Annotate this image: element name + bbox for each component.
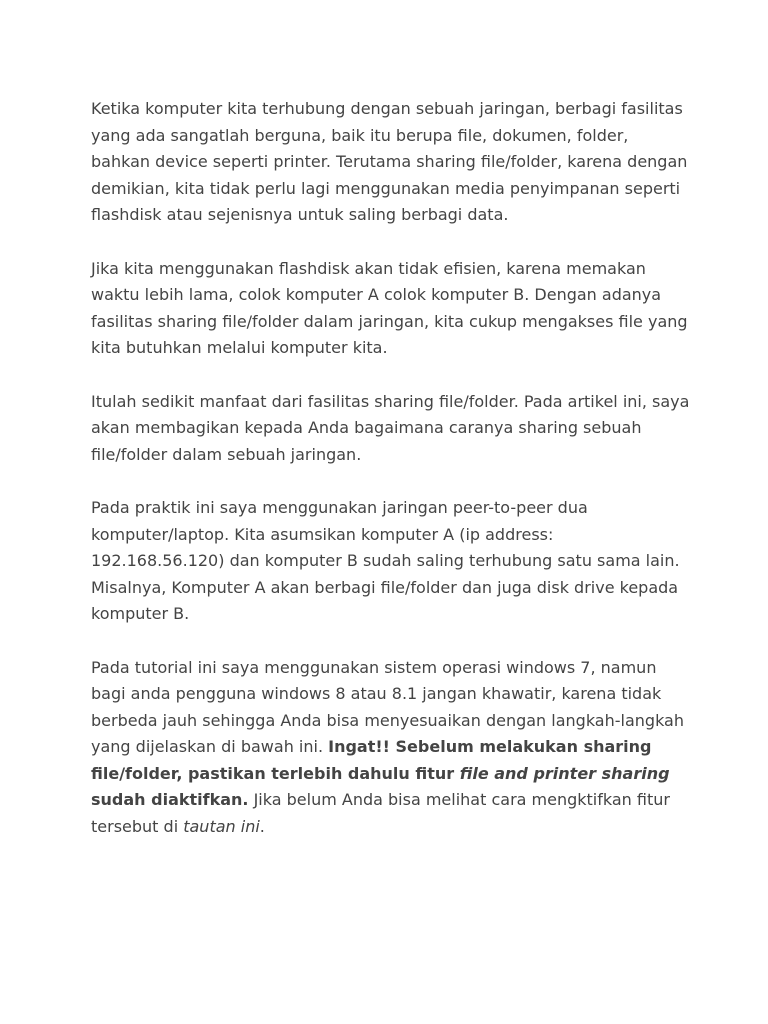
end-punctuation: . bbox=[259, 816, 265, 836]
paragraph-tutorial bbox=[91, 655, 691, 841]
warning-end-text: sudah diaktifkan. bbox=[91, 790, 249, 809]
article-body bbox=[91, 96, 691, 867]
paragraph-setup: Pada praktik ini saya menggunakan jaringan peer-to-peer dua komputer/laptop. Kita asumsikan komputer A (ip address: 192.168.56.120) dan komputer B sudah saling terhubung satu sama lain. Misalnya, Komputer A akan berbagi file/folder dan juga disk drive kepada komputer B. bbox=[91, 498, 680, 623]
feature-name-text: file and printer sharing bbox=[459, 763, 670, 783]
tautan-link[interactable]: tautan ini bbox=[183, 816, 260, 836]
tutorial-intro-text: Pada tutorial ini saya menggunakan sistem operasi windows 7, namun bagi anda pengguna windows 8 atau 8.1 jangan khawatir, karena tidak berbeda jauh sehingga Anda bisa menyesuaikan dengan langkah-langkah yang dijelaskan di bawah ini. bbox=[91, 657, 684, 756]
paragraph-intro: Ketika komputer kita terhubung dengan sebuah jaringan, berbagi fasilitas yang ada sangatlah berguna, baik itu berupa file, dokumen, folder, bahkan device seperti printer. Terutama sharing file/folder, karena dengan demikian, kita tidak perlu lagi menggunakan media penyimpanan seperti flashdisk atau sejenisnya untuk saling berbagi data. bbox=[91, 99, 688, 224]
paragraph-benefit: Itulah sedikit manfaat dari fasilitas sharing file/folder. Pada artikel ini, saya akan membagikan kepada Anda bagaimana caranya sharing sebuah file/folder dalam sebuah jaringan. bbox=[91, 391, 690, 464]
followup-text: Jika belum Anda bisa melihat cara mengktifkan fitur tersebut di bbox=[91, 790, 670, 836]
warning-text: Ingat!! Sebelum melakukan sharing file/folder, pastikan terlebih dahulu fitur bbox=[91, 737, 652, 783]
paragraph-flashdisk: Jika kita menggunakan flashdisk akan tidak efisien, karena memakan waktu lebih lama, colok komputer A colok komputer B. Dengan adanya fasilitas sharing file/folder dalam jaringan, kita cukup mengakses file yang kita butuhkan melalui komputer kita. bbox=[91, 258, 688, 357]
